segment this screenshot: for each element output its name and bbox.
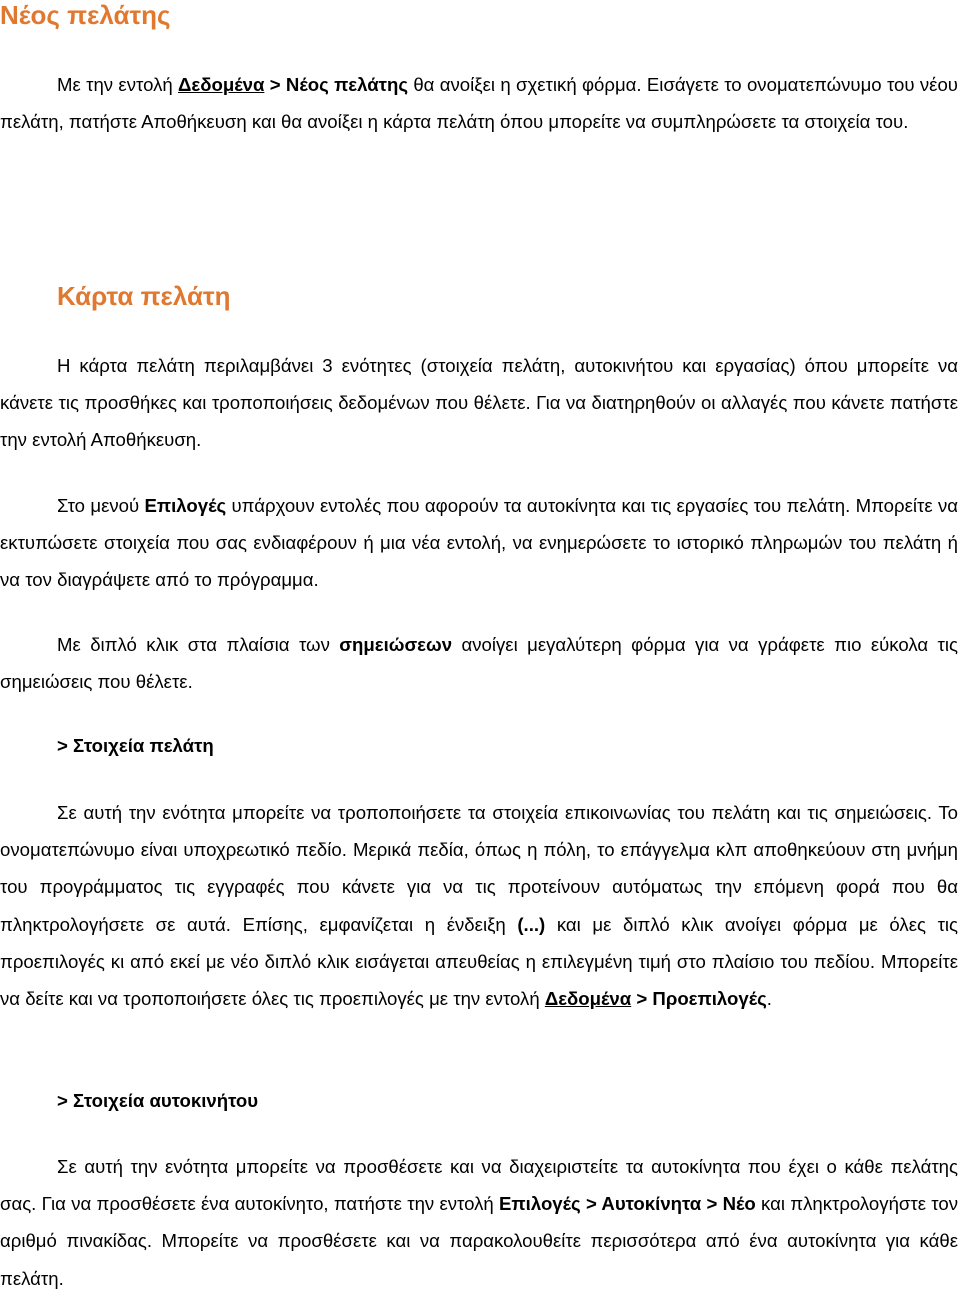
heading-new-customer: Νέος πελάτης [0, 0, 171, 30]
text: Στο μενού [57, 495, 145, 516]
text: . [766, 988, 772, 1010]
text: Με την εντολή [57, 74, 179, 95]
text: ανοίγει μεγαλύτερη φόρμα για να γράφετε πιο εύκολα τις σημειώσεις που θέλετε. [0, 634, 958, 693]
paragraph-customer-details [0, 794, 958, 1017]
text: και πληκτρολογήστε τον αριθμό πινακίδας. Μπορείτε να προσθέσετε και να παρακολουθείτε περισσότερα από ένα αυτοκίνητα για κάθε πελάτη. [0, 1193, 959, 1289]
notes-term: σημειώσεων [339, 634, 453, 655]
menu-new-customer-text: > Νέος πελάτης [264, 74, 409, 95]
paragraph-options-menu [0, 487, 958, 599]
heading-customer-card: Κάρτα πελάτη [57, 281, 231, 311]
text: Σε αυτή την ενότητα μπορείτε να προσθέσετε και να διαχειριστείτε τα αυτοκίνητα που έχει ο κάθε πελάτης σας. Για να προσθέσετε ένα αυτοκίνητο, πατήστε την εντολή [0, 1156, 958, 1215]
subhead-vehicle-details: > Στοιχεία αυτοκινήτου [57, 1090, 259, 1111]
text: θα ανοίξει η σχετική φόρμα. Εισάγετε το ονοματεπώνυμο του νέου πελάτη, πατήστε Αποθήκευση και θα ανοίξει η κάρτα πελάτη όπου μπορείτε να συμπληρώσετε τα στοιχεία του. [0, 74, 958, 133]
subhead-customer-details: > Στοιχεία πελάτη [57, 735, 214, 756]
menu-data-link: Δεδομένα [544, 988, 632, 1010]
paragraph-vehicle-details [0, 1148, 958, 1297]
options-menu-name: Επιλογές [144, 495, 227, 516]
text: Με διπλό κλικ στα πλαίσια των [57, 634, 340, 655]
text: υπάρχουν εντολές που αφορούν τα αυτοκίνητα και τις εργασίες του πελάτη. Μπορείτε να εκτυπώσετε στοιχεία που σας ενδιαφέρουν ή μια νέα εντολή, να ενημερώσετε το ιστορικό πληρωμών του πελάτη ή να τον διαγράψετε από το πρόγραμμα. [0, 495, 958, 591]
paragraph-customer-card: Η κάρτα πελάτη περιλαμβάνει 3 ενότητες (στοιχεία πελάτη, αυτοκινήτου και εργασίας) όπου μπορείτε να κάνετε τις προσθήκες και τροποποιήσεις δεδομένων που θέλετε. Για να διατηρηθούν οι αλλαγές που κάνετε πατήστε την εντολή Αποθήκευση. [0, 355, 958, 451]
menu-defaults-text: > Προεπιλογές [631, 988, 767, 1010]
menu-data-link: Δεδομένα [178, 74, 265, 95]
menu-path-new-vehicle: Επιλογές > Αυτοκίνητα > Νέο [499, 1193, 756, 1215]
paragraph-notes [0, 626, 958, 700]
ellipsis-indicator: (...) [517, 913, 546, 935]
paragraph-new-customer [0, 66, 958, 140]
text: και με διπλό κλικ ανοίγει φόρμα με όλες τις προεπιλογές κι από εκεί με νέο διπλό κλικ εισάγεται απευθείας η επιλεγμένη τιμή στο πλαίσιο του πεδίου. Μπορείτε να δείτε και να τροποποιήσετε όλες τις προεπιλογές με την εντολή [0, 913, 959, 1010]
text: Σε αυτή την ενότητα μπορείτε να τροποποιήσετε τα στοιχεία επικοινωνίας του πελάτη και τις σημειώσεις. Το ονοματεπώνυμο είναι υποχρεωτικό πεδίο. Μερικά πεδία, όπως η πόλη, το επάγγελμα κλπ αποθηκεύουν στη μνήμη του προγράμματος τις εγγραφές που κάνετε για να τις προτείνουν αυτόματως την επόμενη φορά που θα πληκτρολογήσετε σε αυτά. Επίσης, εμφανίζεται η ένδειξη [0, 802, 958, 935]
